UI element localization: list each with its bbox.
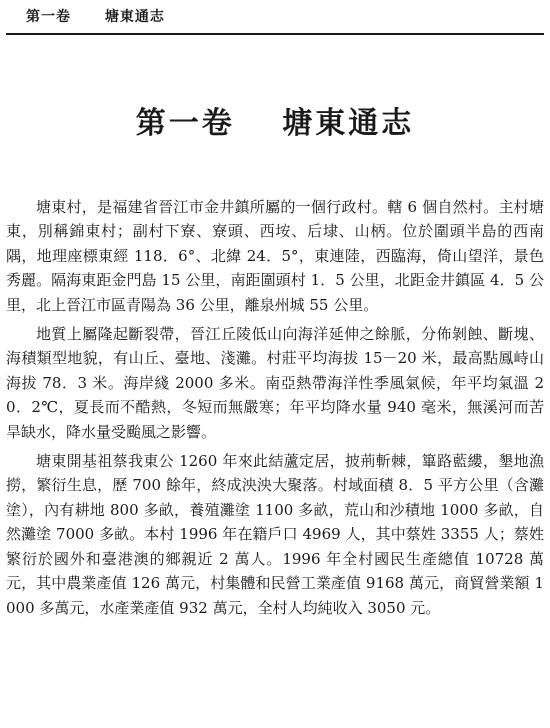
chapter-volume: 第一卷	[135, 106, 235, 141]
paragraph-history-economy: 塘東開基祖蔡我東公 1260 年來此結蘆定居，披荊斬棘，篳路藍縷，墾地漁撈，繁衍生息，歷 700 餘年，終成泱泱大聚落。村域面積 8．5 平方公里（含灘塗），內有耕地 800 多畝，養殖灘塗 1100 多畝，荒山和沙積地 1000 多畝，自然灘塗 7000 多畝。本村 1996 年在籍戶口 4969 人，其中蔡姓 3355 人；蔡姓繁衍於國外和臺港澳的鄉親近 2 萬人。1996 年全村國民生產總值 10728 萬元，其中農業產值 126 萬元，村集體和民營工業產值 9168 萬元，商貿營業額 1000 多萬元，水產業產值 932 萬元，全村人均純收入 3050 元。	[6, 452, 544, 617]
running-header	[26, 6, 165, 26]
running-header-volume: 第一卷	[26, 9, 71, 25]
paragraph-location: 塘東村，是福建省晉江市金井鎮所屬的一個行政村。轄 6 個自然村。主村塘東，別稱錦東村；副村下寮、寮頭、西垵、后埭、山柄。位於圍頭半島的西南隅，地理座標東經 118．6°、北緯 24．5°，東連陸，西臨海，倚山望洋，景色秀麗。隔海東距金門島 15 公里，南距圍頭村 1．5 公里，北距金井鎮區 4．5 公里，北上晉江市區青陽為 36 公里，離泉州城 55 公里。	[6, 198, 544, 314]
running-header-title: 塘東通志	[104, 9, 165, 25]
header-rule	[6, 33, 544, 35]
chapter-name: 塘東通志	[282, 106, 415, 141]
body-text	[6, 195, 544, 625]
paragraph-geology-climate: 地質上屬隆起斷裂帶，晉江丘陵低山向海洋延伸之餘脈，分佈剝蝕、斷塊、海積類型地貌，有山丘、臺地、淺灘。村莊平均海拔 15－20 米，最高點鳳峙山海拔 78．3 米。海岸綫 2000 多米。南亞熱帶海洋性季風氣候，年平均氣溫 20．2℃，夏長而不酷熱，冬短而無嚴寒；年平均降水量 940 毫米，無溪河而苦旱缺水，降水量受颱風之影響。	[6, 325, 544, 441]
chapter-title	[0, 98, 550, 142]
